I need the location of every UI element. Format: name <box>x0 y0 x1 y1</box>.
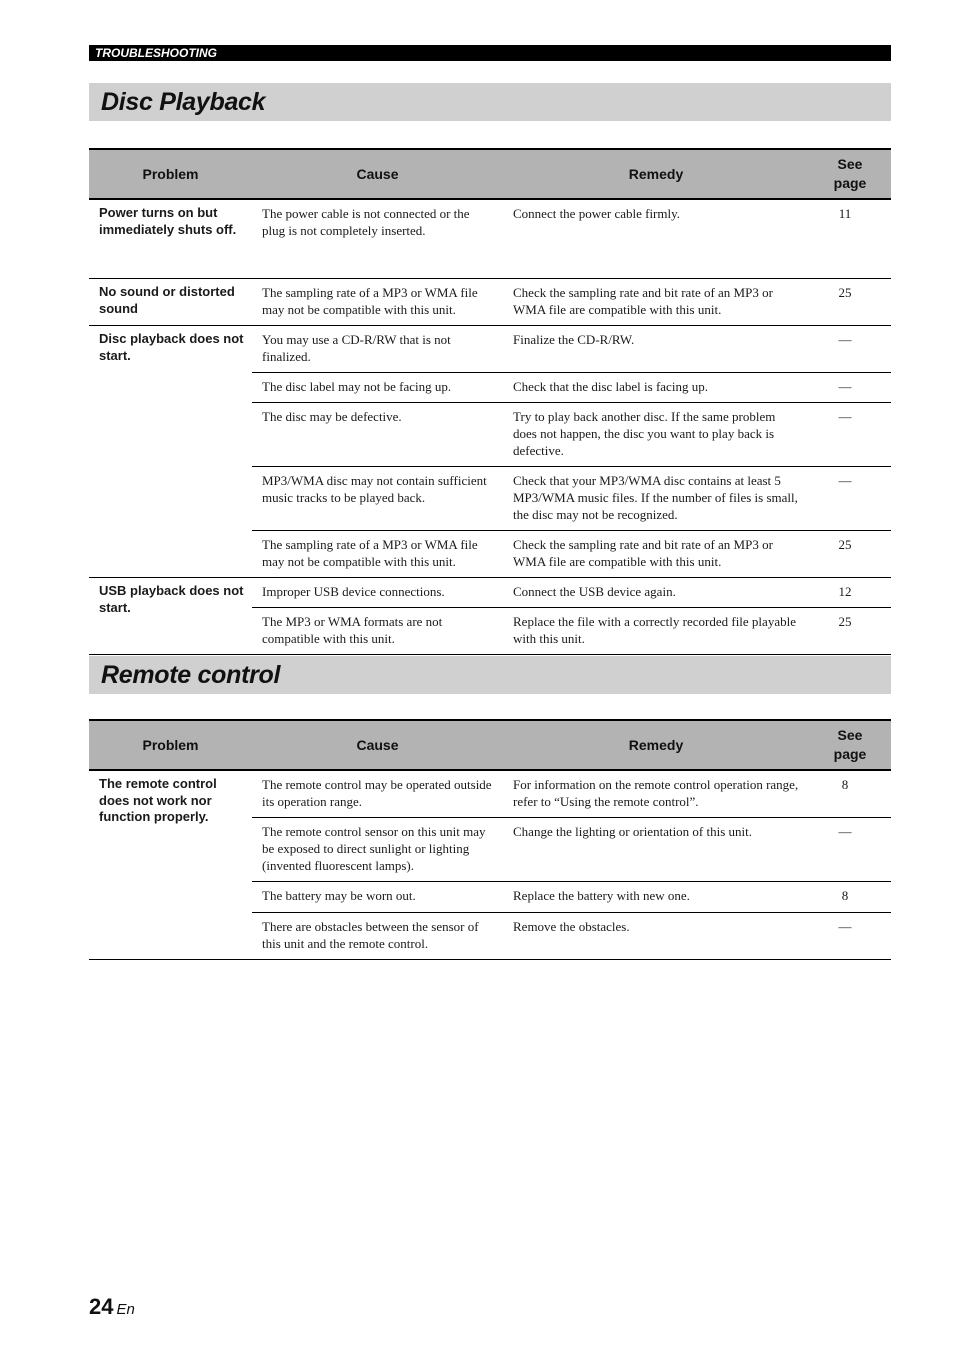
remote-control-table <box>89 719 891 960</box>
remedy-cell: Connect the power cable firmly. <box>503 199 809 279</box>
column-header-remedy: Remedy <box>503 149 809 199</box>
cause-cell: The sampling rate of a MP3 or WMA file may not be compatible with this unit. <box>252 279 503 326</box>
column-header-see-page <box>809 149 891 199</box>
see-page-cell: — <box>809 373 891 403</box>
remote-control-title: Remote control <box>101 661 281 689</box>
remedy-cell: Replace the file with a correctly recorded file playable with this unit. <box>503 608 809 655</box>
see-page-cell: — <box>809 818 891 882</box>
cause-cell: The power cable is not connected or the plug is not completely inserted. <box>252 199 503 279</box>
see-page-cell: 8 <box>809 882 891 913</box>
section-label: TROUBLESHOOTING <box>95 46 217 60</box>
remedy-cell: Check that the disc label is facing up. <box>503 373 809 403</box>
problem-cell: Disc playback does not start. <box>89 326 252 578</box>
remedy-cell: Connect the USB device again. <box>503 578 809 608</box>
problem-cell: Power turns on but immediately shuts off. <box>89 199 252 279</box>
cause-cell: You may use a CD-R/RW that is not finalized. <box>252 326 503 373</box>
column-header-cause: Cause <box>252 720 503 770</box>
remedy-cell: Change the lighting or orientation of this unit. <box>503 818 809 882</box>
section-label-bar <box>89 45 891 61</box>
remedy-cell: Remove the obstacles. <box>503 913 809 960</box>
remedy-cell: For information on the remote control operation range, refer to “Using the remote control”. <box>503 770 809 818</box>
remedy-cell: Check that your MP3/WMA disc contains at least 5 MP3/WMA music files. If the number of files is small, the disc may not be recognized. <box>503 467 809 531</box>
table-header-row <box>89 149 891 199</box>
see-page-cell: — <box>809 326 891 373</box>
table-row <box>89 199 891 279</box>
problem-cell: The remote control does not work nor function properly. <box>89 770 252 960</box>
see-page-cell: — <box>809 403 891 467</box>
cause-cell: MP3/WMA disc may not contain sufficient music tracks to be played back. <box>252 467 503 531</box>
remedy-cell: Check the sampling rate and bit rate of an MP3 or WMA file are compatible with this unit. <box>503 531 809 578</box>
see-page-cell: — <box>809 913 891 960</box>
table-header-row <box>89 720 891 770</box>
table-row <box>89 326 891 373</box>
cause-cell: The MP3 or WMA formats are not compatible with this unit. <box>252 608 503 655</box>
page-language: En <box>116 1301 135 1318</box>
see-page-cell: 8 <box>809 770 891 818</box>
table-row <box>89 279 891 326</box>
problem-cell: No sound or distorted sound <box>89 279 252 326</box>
see-page-label: See page <box>833 727 867 762</box>
cause-cell: The disc may be defective. <box>252 403 503 467</box>
remote-control-heading <box>89 656 891 694</box>
table-row <box>89 578 891 608</box>
see-page-cell: — <box>809 467 891 531</box>
see-page-cell: 25 <box>809 608 891 655</box>
column-header-problem: Problem <box>89 720 252 770</box>
column-header-see-page <box>809 720 891 770</box>
table-row <box>89 770 891 818</box>
remedy-cell: Check the sampling rate and bit rate of an MP3 or WMA file are compatible with this unit. <box>503 279 809 326</box>
column-header-cause: Cause <box>252 149 503 199</box>
see-page-cell: 25 <box>809 531 891 578</box>
remedy-cell: Try to play back another disc. If the same problem does not happen, the disc you want to play back is defective. <box>503 403 809 467</box>
column-header-remedy: Remedy <box>503 720 809 770</box>
disc-playback-title: Disc Playback <box>101 88 266 116</box>
disc-playback-heading <box>89 83 891 121</box>
cause-cell: The remote control may be operated outside its operation range. <box>252 770 503 818</box>
remedy-cell: Finalize the CD-R/RW. <box>503 326 809 373</box>
cause-cell: Improper USB device connections. <box>252 578 503 608</box>
remedy-cell: Replace the battery with new one. <box>503 882 809 913</box>
see-page-cell: 12 <box>809 578 891 608</box>
page-footer <box>89 1294 135 1320</box>
disc-playback-table <box>89 148 891 655</box>
problem-cell: USB playback does not start. <box>89 578 252 655</box>
cause-cell: The remote control sensor on this unit may be exposed to direct sunlight or lighting (invented fluorescent lamps). <box>252 818 503 882</box>
column-header-problem: Problem <box>89 149 252 199</box>
cause-cell: The disc label may not be facing up. <box>252 373 503 403</box>
see-page-label: See page <box>833 156 867 191</box>
cause-cell: The sampling rate of a MP3 or WMA file may not be compatible with this unit. <box>252 531 503 578</box>
see-page-cell: 11 <box>809 199 891 279</box>
cause-cell: The battery may be worn out. <box>252 882 503 913</box>
cause-cell: There are obstacles between the sensor of this unit and the remote control. <box>252 913 503 960</box>
see-page-cell: 25 <box>809 279 891 326</box>
page-number: 24 <box>89 1294 114 1319</box>
